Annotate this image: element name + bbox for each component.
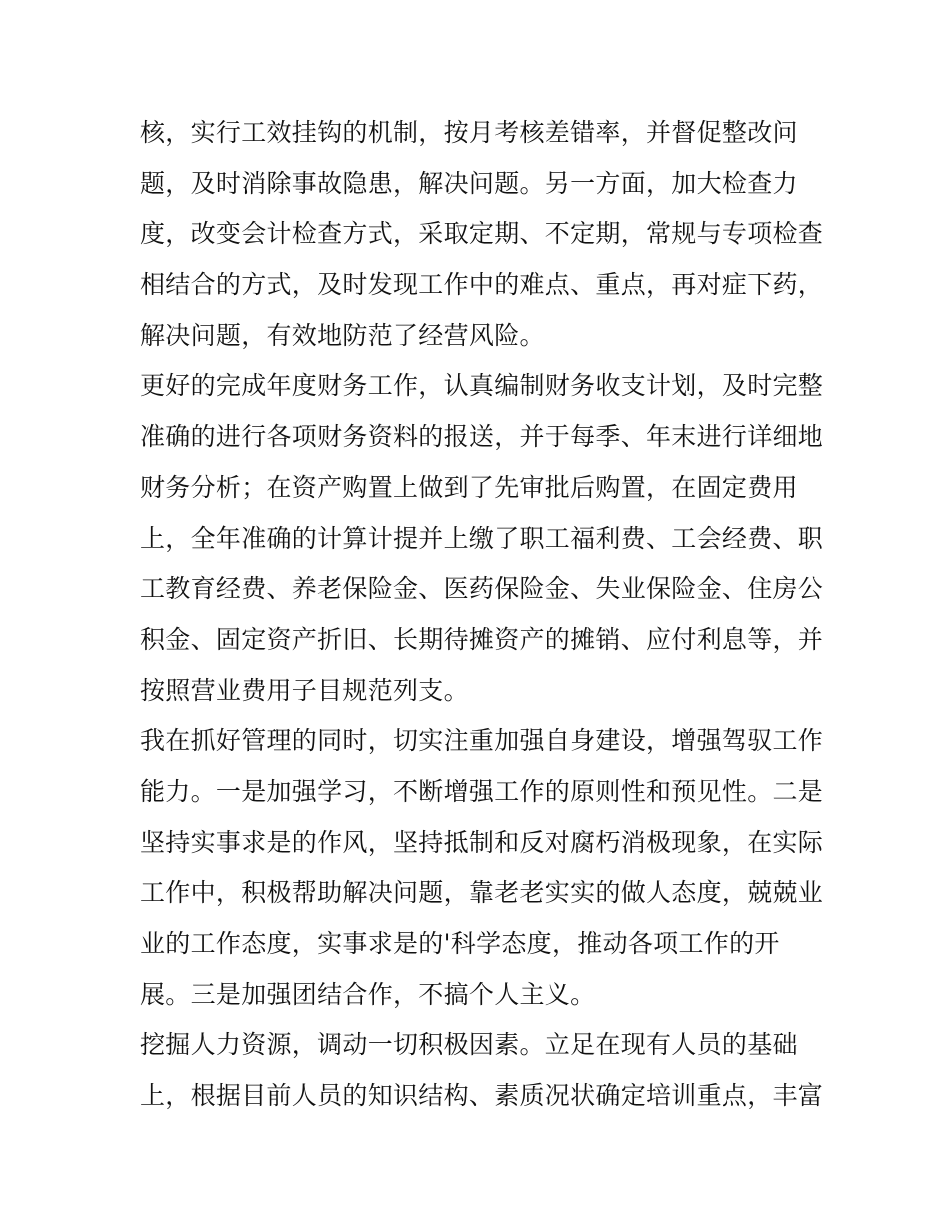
document-body: [140, 108, 824, 1122]
text-line: 坚持实事求是的作风，坚持抵制和反对腐朽消极现象，在实际: [140, 827, 824, 857]
text-line: 上，根据目前人员的知识结构、素质况状确定培训重点，丰富: [140, 1081, 824, 1111]
text-line: 核，实行工效挂钩的机制，按月考核差错率，并督促整改问: [140, 118, 798, 147]
text-line: 度，改变会计检查方式，采取定期、不定期，常规与专项检查: [140, 219, 824, 249]
text-line: 财务分析；在资产购置上做到了先审批后购置，在固定费用: [140, 472, 798, 502]
text-line: 相结合的方式，及时发现工作中的难点、重点，再对症下药，: [140, 270, 824, 300]
text-line: 工作中，积极帮助解决问题，靠老老实实的做人态度，兢兢业: [140, 878, 824, 908]
text-line: 更好的完成年度财务工作，认真编制财务收支计划，及时完整: [140, 371, 824, 401]
text-line: 我在抓好管理的同时，切实注重加强自身建设，增强驾驭工作: [140, 726, 824, 756]
text-line: 业的工作态度，实事求是的'科学态度，推动各项工作的开: [140, 929, 780, 958]
text-line: 按照营业费用子目规范列支。: [140, 675, 469, 705]
text-line: 积金、固定资产折旧、长期待摊资产的摊销、应付利息等，并: [140, 624, 824, 654]
text-line: 展。三是加强团结合作，不搞个人主义。: [140, 979, 596, 1009]
text-line: 挖掘人力资源，调动一切积极因素。立足在现有人员的基础: [140, 1030, 798, 1060]
text-line: 准确的进行各项财务资料的报送，并于每季、年末进行详细地: [140, 422, 824, 452]
text-line: 上，全年准确的计算计提并上缴了职工福利费、工会经费、职: [140, 523, 824, 553]
text-line: 工教育经费、养老保险金、医药保险金、失业保险金、住房公: [140, 574, 824, 604]
text-line: 解决问题，有效地防范了经营风险。: [140, 320, 545, 350]
text-line: 能力。一是加强学习，不断增强工作的原则性和预见性。二是: [140, 776, 824, 806]
text-line: 题，及时消除事故隐患，解决问题。另一方面，加大检查力: [140, 168, 798, 198]
